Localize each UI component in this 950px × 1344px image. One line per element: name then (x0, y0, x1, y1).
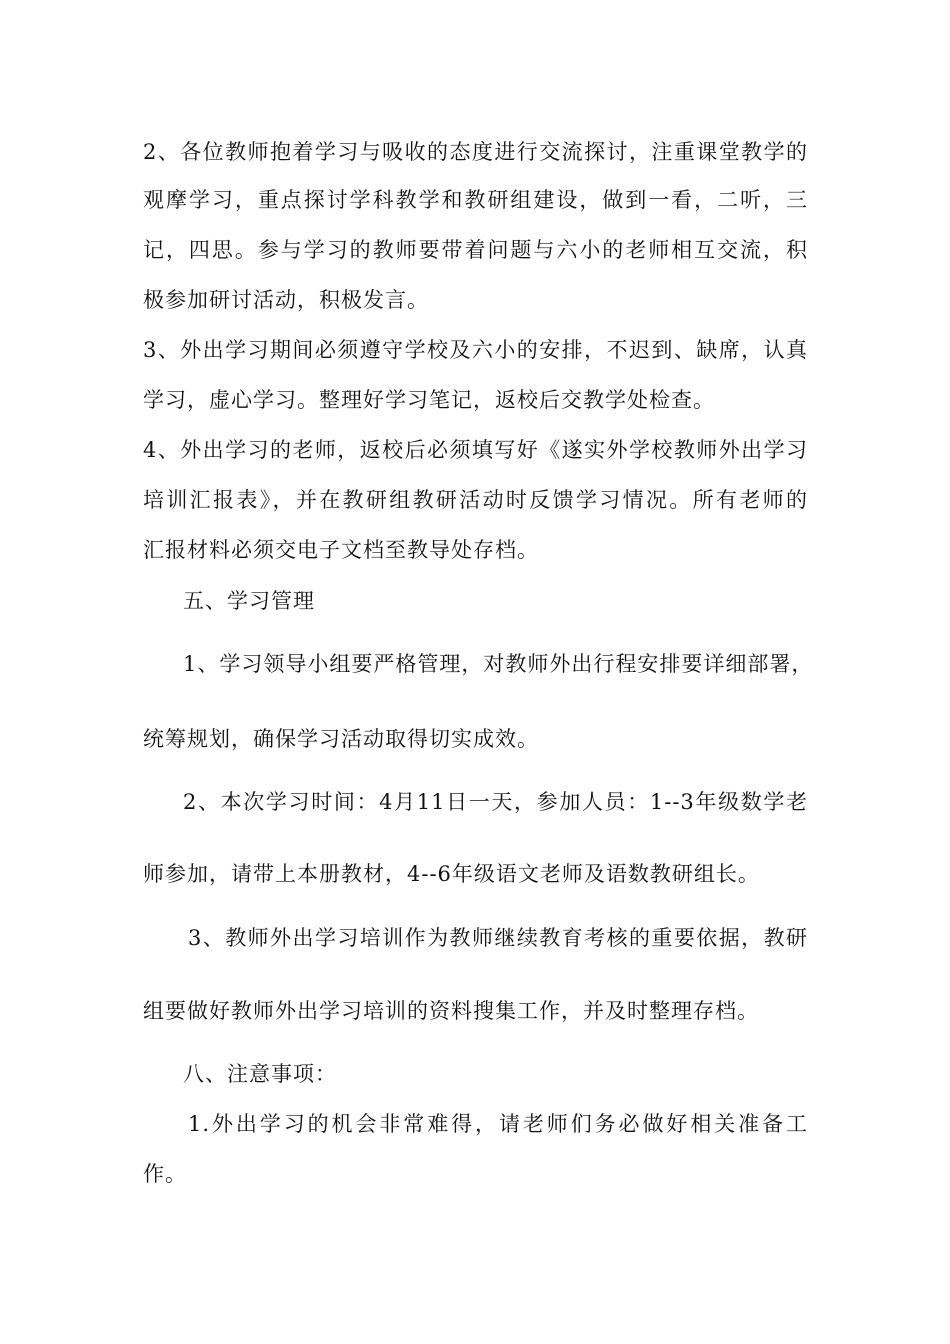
paragraph-2-line-2: 观摩学习，重点探讨学科教学和教研组建设，做到一看，二听，三 (143, 188, 808, 212)
paragraph-3-line-1: 3、外出学习期间必须遵守学校及六小的安排，不迟到、缺席，认真 (143, 338, 808, 362)
paragraph-4-line-1: 4、外出学习的老师，返校后必须填写好《遂实外学校教师外出学习 (143, 438, 808, 462)
management-item-3-line-1: 3、教师外出学习培训作为教师继续教育考核的重要依据，教研 (188, 926, 808, 950)
paragraph-3-line-2: 学习，虚心学习。整理好学习笔记，返校后交教学处检查。 (143, 388, 715, 412)
paragraph-2-line-3: 记，四思。参与学习的教师要带着问题与六小的老师相互交流，积 (143, 238, 808, 262)
management-item-2-line-1: 2、本次学习时间：4月11日一天，参加人员：1--3年级数学老 (183, 790, 808, 814)
notes-item-1-line-1: 1.外出学习的机会非常难得，请老师们务必做好相关准备工 (188, 1112, 808, 1136)
paragraph-2-line-4: 极参加研讨活动，积极发言。 (143, 288, 429, 312)
management-item-1-line-2: 统筹规划，确保学习活动取得切实成效。 (143, 727, 539, 751)
notes-item-1-line-2: 作。 (143, 1162, 187, 1186)
management-item-2-line-2: 师参加，请带上本册教材，4--6年级语文老师及语数教研组长。 (143, 862, 760, 886)
management-item-1-line-1: 1、学习领导小组要严格管理，对教师外出行程安排要详细部署， (183, 652, 814, 676)
paragraph-2-line-1: 2、各位教师抱着学习与吸收的态度进行交流探讨，注重课堂教学的 (143, 140, 808, 164)
paragraph-4-line-2: 培训汇报表》，并在教研组教研活动时反馈学习情况。所有老师的 (143, 488, 808, 512)
management-item-3-line-2: 组要做好教师外出学习培训的资料搜集工作，并及时整理存档。 (143, 999, 759, 1023)
section-heading-learning-management: 五、学习管理 (183, 589, 315, 613)
paragraph-4-line-3: 汇报材料必须交电子文档至教导处存档。 (143, 538, 539, 562)
section-heading-notes: 八、注意事项： (183, 1062, 337, 1086)
